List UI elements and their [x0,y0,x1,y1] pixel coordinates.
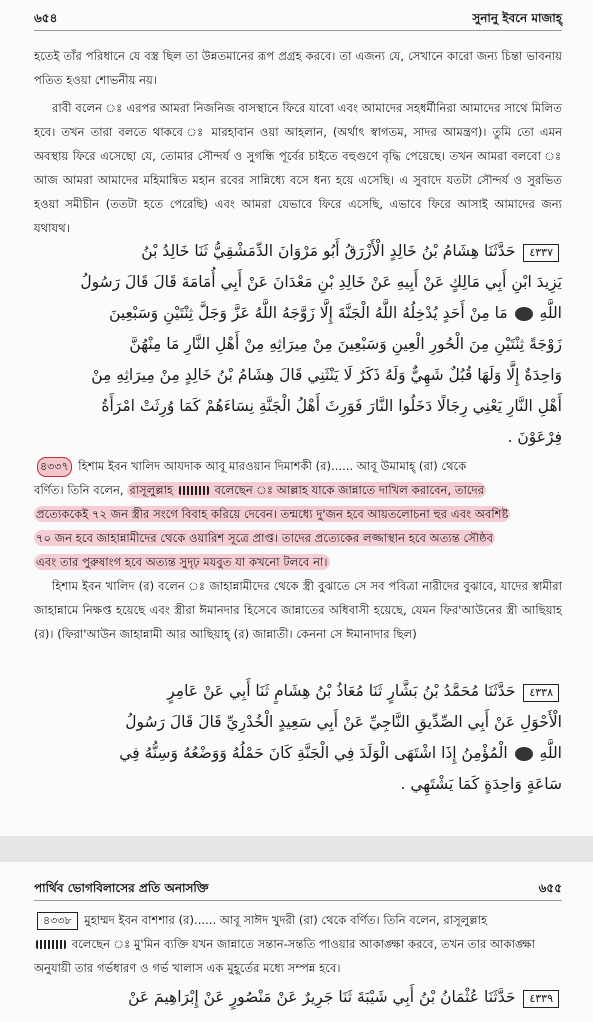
bn-line: বর্ণিত। তিনি বলেন, রাসূলুল্লাহ বলেছেন ঃ আল্লাহ যাকে জান্নাতে দাখিল করাবেন, তাদের [34,483,485,497]
arabic-line: الْأَحْوَلِ عَنْ أَبِي الصِّدِّيقِ النَّاجِيِّ عَنْ أَبِي سَعِيدٍ الْخُدْرِيِّ قَالَ قَالَ رَسُولُ [125,713,562,731]
arabic-line-head: ٤٣٣٧ حَدَّثَنَا هِشَامُ بْنُ خَالِدٍ الْأَزْرَقُ أَبُو مَرْوَانَ الدِّمَشْقِيُّ ثَنَا خَالِدُ بْنُ [34,236,562,267]
hadith-4337-arabic [34,236,562,453]
arabic-line-head: ٤٣٣٨ حَدَّثَنَا مُحَمَّدُ بْنُ بَشَّارٍ ثَنَا مُعَاذُ بْنُ هِشَامٍ ثَنَا أَبِي عَنْ عَامِرٍ [34,676,562,707]
bn-note: হিশাম ইবন খালিদ (র) বলেন ঃ জাহান্নামীদের থেকে স্ত্রী বুঝাতে সে সব পবিত্রা নারীদের বুঝাবে, যাদের স্বামীরা জাহান্নামে নিক্ষপ্ত হয়েছে এবং স্ত্রীরা ঈমানদার হিসেবে জান্নাতের অধিবাসী হয়েছে, যেমন ফির'আউনের স্ত্রী আছিয়াহ (র)। (ফিরা'আউন জাহান্নামী আর আছিয়াহ্‌ (র) জান্নাতী। কেননা সে ঈমানাদার ছিল) [34,579,562,641]
highlight: প্রত্যেককেই ৭২ জন স্ত্রীর সংগে বিবাহ করিয়ে দেবেন। তন্মধ্যে দু'জন হবে আয়তলোচনা হুর এবং অবশিষ্ট [36,507,509,521]
highlight: এবং তার পুরুষাংগ হবে অত্যন্ত সুদৃঢ় মযবুত যা কখনো টলবে না। [36,555,328,569]
hadith-4338-bengali [34,908,562,980]
hadith-4339-arabic [34,982,562,1013]
paragraph-continued: হতেই তাঁর পরিধানে যে বস্ত্র ছিল তা উন্নতমানের রূপ প্রগ্রহ করবে। তা এজন্য যে, সেখানে কারো জন্য চিন্তা ভাবনায় পতিত হওয়া শোভনীয় নয়। [34,49,562,87]
arabic-line: زَوْجَةً ثِنْتَيْنِ مِنَ الْحُورِ الْعِينِ وَسَبْعِينَ مِنْ مِيرَاثِهِ مِنْ أَهْلِ النَّارِ مَا مِنْهُنَّ [129,335,562,353]
arabic-line: سَاعَةٍ وَاحِدَةٍ كَمَا يَشْتَهِي . [400,775,562,793]
arabic-line-head: ٤٣٣٩ حَدَّثَنَا عُثْمَانُ بْنُ أَبِي شَيْبَةَ ثَنَا جَرِيرٌ عَنْ مَنْصُورٍ عَنْ إِبْرَاهِيمَ عَنْ [34,982,562,1013]
bn-line: অনুযায়ী তার গর্ভধারণ ও গর্ভ খালাস এক মুহূর্তের মধ্যে সম্পন্ন হবে। [34,961,341,975]
chapter-title: পার্থিব ভোগবিলাসের প্রতি অনাসক্তি [34,881,209,895]
header-rule [34,30,562,31]
salutation-glyph-icon [179,486,209,495]
hadith-number-highlighted: ৪৩৩৭ [37,457,72,477]
hadith-number-arabic: ٤٣٣٩ [523,990,559,1008]
arabic-line: يَزِيدَ ابْنِ أَبِي مَالِكٍ عَنْ أَبِيهِ عَنْ خَالِدِ بْنِ مَعْدَانَ عَنْ أَبِي أُمَامَةَ قَالَ قَالَ رَسُولُ [80,273,562,291]
hadith-number-arabic: ٤٣٣٨ [523,684,559,702]
paragraph-narrator: রাবী বলেন ঃ এরপর আমরা নিজনিজ বাসস্থানে ফিরে যাবো এবং আমাদের সহধর্মীনিরা আমাদের সাথে মিলিত হবে। তখন তারা বলতে থাকবে ঃ মারহাবান ওয়া আহলান, (অর্থাৎ স্বাগতম, সাদর আমন্ত্রণ)। তুমি তো এমন অবস্থায় ফিরে এসেছো যে, তোমার সৌন্দর্য ও সুগন্ধি পূর্বের চাইতে বহুগুণে বৃদ্ধি পেয়েছে। তখন আমরা বলবো ঃ আজ আমরা আমাদের মহিমান্বিত মহান রবের সান্নিধ্যে বসে ধন্য হয়ে এসেছি। এ সুবাদে যতটা সৌন্দর্য ও সুরভিত হওয়া সমীচীন (ততটা হতে পেরেছি) এবং আমরা যেভাবে ফিরে এসেছি, এভাবে ফিরে আসাই আমাদের জন্য যথাযথ। [34,101,562,235]
page-separator [0,836,593,862]
page-number: ৬৫৪ [34,11,58,25]
arabic-line: أَهْلِ النَّارِ يَعْنِي رِجَالًا دَخَلُوا النَّارَ فَوَرِثَ أَهْلُ الْجَنَّةِ نِسَاءَهُمْ كَمَا وُرِثَتْ امْرَأَةُ [101,397,562,415]
salutation-glyph-icon [36,940,66,949]
highlight: রাসূলুল্লাহ বলেছেন ঃ আল্লাহ যাকে জান্নাতে দাখিল করাবেন, তাদের [129,483,485,497]
highlight: ৭০ জন হবে জাহান্নামীদের থেকে ওয়ারিশ সূত্রে প্রাপ্ত। তাদের প্রত্যেকের লজ্জাস্থান হবে অত্যন্ত সৌষ্ঠব [36,531,494,545]
salutation-glyph-icon [515,747,533,761]
hadith-4337-bengali [34,454,562,646]
hadith-number: ৪৩৩৮ [37,912,78,930]
bn-line [34,550,562,574]
bn-line [34,502,562,526]
hadith-4338-arabic [34,676,562,800]
bn-line: বলেছেন ঃ মু'মিন ব্যক্তি যখন জান্নাতে সন্তান-সন্ততি পাওয়ার আকাঙ্ক্ষা করবে, তখন তার আকাঙ্ক্ষা [34,932,562,956]
arabic-line: اللَّهِ الْمُؤْمِنُ إِذَا اشْتَهَى الْوَلَدَ فِي الْجَنَّةِ كَانَ حَمْلُهُ وَوَضْعُهُ وَسِنُّهُ فِي [119,744,562,762]
hadith-number-arabic: ٤٣٣٧ [523,244,559,262]
arabic-line: فِرْعَوْنَ . [507,428,562,446]
bn-line: ৪৩৩৭ হিশাম ইবন খালিদ আযদাক আবূ মারওয়ান দিমাশকী (র)...... আবূ উমামাহ্‌ (রা) থেকে [34,454,562,478]
page-number: ৬৫৫ [538,881,562,895]
book-title: সুনানু ইবনে মাজাহ্‌ [472,11,562,25]
arabic-line: اللَّهِ مَا مِنْ أَحَدٍ يُدْخِلُهُ اللَّهُ الْجَنَّةَ إِلَّا زَوَّجَهُ اللَّهُ عَزَّ وَجَلَّ ثِنْتَيْنِ وَسَبْعِينَ [109,304,562,322]
header-rule [34,900,562,901]
salutation-glyph-icon [515,307,533,321]
page-655 [0,862,593,1022]
arabic-line: وَاحِدَةٌ إِلَّا وَلَهَا قُبُلٌ شَهِيٌّ وَلَهُ ذَكَرٌ لَا يَنْثَنِي قَالَ هِشَامُ بْنُ خَالِدٍ مِنْ مِيرَاثِهِ مِنْ [91,366,562,384]
bn-line: ৪৩৩৮ মুহাম্মদ ইবন বাশশার (র)...... আবূ সাঈদ খুদরী (রা) থেকে বর্ণিত। তিনি বলেন, রাসূলুল্লাহ [34,908,562,932]
bn-line [34,526,562,550]
